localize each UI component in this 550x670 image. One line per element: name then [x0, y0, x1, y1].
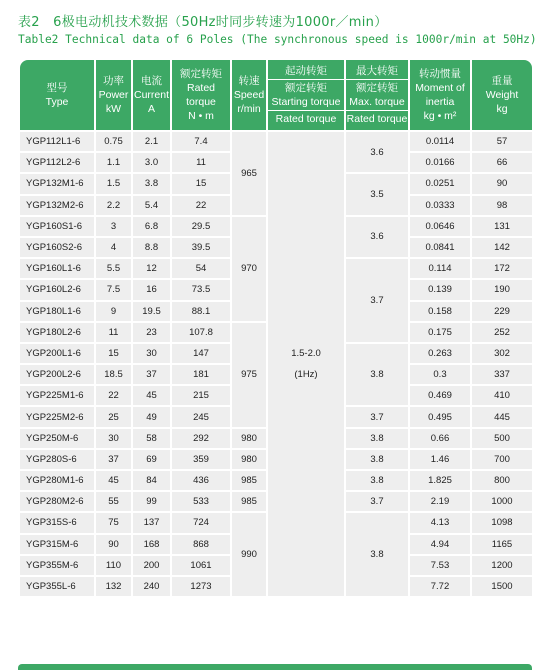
- table-title-cn: 表2 6极电动机技术数据（50Hz时同步转速为1000r／min）: [18, 15, 388, 30]
- cell-power: 0.75: [96, 132, 131, 151]
- cell-speed: 970: [232, 217, 266, 321]
- cell-max-torque: 3.8: [346, 513, 408, 596]
- cell-speed: 990: [232, 513, 266, 596]
- cell-inertia: 0.0333: [410, 196, 470, 215]
- cell-current: 137: [133, 513, 170, 532]
- cell-type: YGP180L1-6: [20, 302, 94, 321]
- cell-rated-torque: 868: [172, 535, 230, 554]
- cell-speed: 965: [232, 132, 266, 215]
- starting-torque-note: (1Hz): [294, 369, 318, 381]
- cell-weight: 131: [472, 217, 532, 236]
- cell-weight: 98: [472, 196, 532, 215]
- cell-power: 3: [96, 217, 131, 236]
- cell-current: 19.5: [133, 302, 170, 321]
- cell-weight: 66: [472, 153, 532, 172]
- cell-type: YGP112L1-6: [20, 132, 94, 151]
- cell-inertia: 0.495: [410, 407, 470, 426]
- cell-inertia: 4.13: [410, 513, 470, 532]
- cell-current: 2.1: [133, 132, 170, 151]
- cell-inertia: 4.94: [410, 535, 470, 554]
- cell-inertia: 0.0646: [410, 217, 470, 236]
- cell-rated-torque: 215: [172, 386, 230, 405]
- cell-inertia: 0.114: [410, 259, 470, 278]
- cell-inertia: 0.0251: [410, 174, 470, 193]
- cell-current: 16: [133, 280, 170, 299]
- cell-type: YGP315S-6: [20, 513, 94, 532]
- cell-max-torque: 3.6: [346, 132, 408, 172]
- cell-current: 3.0: [133, 153, 170, 172]
- cell-weight: 500: [472, 429, 532, 448]
- cell-rated-torque: 88.1: [172, 302, 230, 321]
- cell-starting-torque: [268, 132, 344, 596]
- cell-current: 37: [133, 365, 170, 384]
- cell-inertia: 0.469: [410, 386, 470, 405]
- cell-speed: 985: [232, 492, 266, 511]
- cell-current: 58: [133, 429, 170, 448]
- cell-power: 1.5: [96, 174, 131, 193]
- cell-current: 99: [133, 492, 170, 511]
- cell-type: YGP132M2-6: [20, 196, 94, 215]
- cell-current: 12: [133, 259, 170, 278]
- cell-power: 11: [96, 323, 131, 342]
- cell-rated-torque: 724: [172, 513, 230, 532]
- cell-type: YGP160L2-6: [20, 280, 94, 299]
- cell-weight: 57: [472, 132, 532, 151]
- cell-power: 1.1: [96, 153, 131, 172]
- cell-current: 84: [133, 471, 170, 490]
- cell-power: 9: [96, 302, 131, 321]
- header-max-torque: 最大转矩 额定转矩 Max. torque Rated torque: [346, 60, 408, 130]
- cell-type: YGP250M-6: [20, 429, 94, 448]
- cell-power: 4: [96, 238, 131, 257]
- cell-current: 23: [133, 323, 170, 342]
- cell-max-torque: 3.7: [346, 407, 408, 426]
- cell-current: 49: [133, 407, 170, 426]
- cell-power: 22: [96, 386, 131, 405]
- header-speed: 转速 Speed r/min: [232, 60, 266, 130]
- cell-speed: 985: [232, 471, 266, 490]
- cell-type: YGP160S2-6: [20, 238, 94, 257]
- cell-weight: 172: [472, 259, 532, 278]
- cell-inertia: 0.139: [410, 280, 470, 299]
- cell-weight: 1200: [472, 556, 532, 575]
- cell-rated-torque: 245: [172, 407, 230, 426]
- cell-weight: 700: [472, 450, 532, 469]
- cell-power: 45: [96, 471, 131, 490]
- cell-type: YGP315M-6: [20, 535, 94, 554]
- cell-rated-torque: 29.5: [172, 217, 230, 236]
- cell-max-torque: 3.8: [346, 450, 408, 469]
- cell-weight: 229: [472, 302, 532, 321]
- cell-weight: 302: [472, 344, 532, 363]
- cell-type: YGP200L2-6: [20, 365, 94, 384]
- cell-weight: 190: [472, 280, 532, 299]
- cell-power: 75: [96, 513, 131, 532]
- cell-power: 37: [96, 450, 131, 469]
- cell-rated-torque: 11: [172, 153, 230, 172]
- cell-power: 5.5: [96, 259, 131, 278]
- header-power: 功率 Power kW: [96, 60, 131, 130]
- cell-rated-torque: 292: [172, 429, 230, 448]
- cell-type: YGP200L1-6: [20, 344, 94, 363]
- cell-type: YGP225M1-6: [20, 386, 94, 405]
- cell-power: 30: [96, 429, 131, 448]
- cell-weight: 1165: [472, 535, 532, 554]
- cell-rated-torque: 1061: [172, 556, 230, 575]
- cell-speed: 980: [232, 429, 266, 448]
- cell-current: 8.8: [133, 238, 170, 257]
- cell-rated-torque: 181: [172, 365, 230, 384]
- bottom-decoration-bar: [18, 664, 532, 670]
- cell-type: YGP280S-6: [20, 450, 94, 469]
- cell-inertia: 1.825: [410, 471, 470, 490]
- cell-max-torque: 3.7: [346, 259, 408, 342]
- cell-rated-torque: 73.5: [172, 280, 230, 299]
- cell-power: 55: [96, 492, 131, 511]
- cell-speed: 975: [232, 323, 266, 427]
- cell-inertia: 0.175: [410, 323, 470, 342]
- header-inertia: 转动惯量 Moment of inertia kg • m²: [410, 60, 470, 130]
- cell-power: 2.2: [96, 196, 131, 215]
- header-weight: 重量 Weight kg: [472, 60, 532, 130]
- cell-max-torque: 3.8: [346, 344, 408, 406]
- header-type: 型号 Type: [20, 60, 94, 130]
- cell-speed: 980: [232, 450, 266, 469]
- cell-rated-torque: 533: [172, 492, 230, 511]
- cell-weight: 800: [472, 471, 532, 490]
- cell-rated-torque: 147: [172, 344, 230, 363]
- cell-weight: 1098: [472, 513, 532, 532]
- cell-weight: 90: [472, 174, 532, 193]
- cell-inertia: 1.46: [410, 450, 470, 469]
- cell-type: YGP160L1-6: [20, 259, 94, 278]
- cell-rated-torque: 15: [172, 174, 230, 193]
- cell-inertia: 0.0166: [410, 153, 470, 172]
- cell-inertia: 7.72: [410, 577, 470, 596]
- cell-max-torque: 3.6: [346, 217, 408, 257]
- cell-rated-torque: 54: [172, 259, 230, 278]
- header-starting-torque: 起动转矩 额定转矩 Starting torque Rated torque: [268, 60, 344, 130]
- cell-type: YGP180L2-6: [20, 323, 94, 342]
- cell-weight: 142: [472, 238, 532, 257]
- cell-inertia: 2.19: [410, 492, 470, 511]
- cell-weight: 252: [472, 323, 532, 342]
- cell-rated-torque: 436: [172, 471, 230, 490]
- cell-power: 7.5: [96, 280, 131, 299]
- cell-type: YGP280M2-6: [20, 492, 94, 511]
- cell-power: 15: [96, 344, 131, 363]
- cell-current: 5.4: [133, 196, 170, 215]
- cell-type: YGP132M1-6: [20, 174, 94, 193]
- cell-inertia: 0.3: [410, 365, 470, 384]
- cell-type: YGP355M-6: [20, 556, 94, 575]
- table-body: [20, 132, 532, 596]
- cell-rated-torque: 107.8: [172, 323, 230, 342]
- cell-rated-torque: 359: [172, 450, 230, 469]
- table-header: [20, 60, 532, 130]
- cell-current: 30: [133, 344, 170, 363]
- cell-power: 18.5: [96, 365, 131, 384]
- technical-data-table: [18, 58, 534, 598]
- cell-max-torque: 3.5: [346, 174, 408, 214]
- table-title-en: Table2 Technical data of 6 Poles (The synchronous speed is 1000r/min at 50Hz): [18, 33, 537, 46]
- cell-inertia: 0.158: [410, 302, 470, 321]
- cell-type: YGP160S1-6: [20, 217, 94, 236]
- cell-power: 110: [96, 556, 131, 575]
- cell-current: 6.8: [133, 217, 170, 236]
- cell-rated-torque: 39.5: [172, 238, 230, 257]
- cell-max-torque: 3.8: [346, 471, 408, 490]
- table-row: [20, 132, 532, 151]
- cell-weight: 445: [472, 407, 532, 426]
- cell-max-torque: 3.8: [346, 429, 408, 448]
- cell-inertia: 0.66: [410, 429, 470, 448]
- starting-torque-value: 1.5-2.0: [291, 348, 321, 360]
- cell-power: 25: [96, 407, 131, 426]
- cell-power: 90: [96, 535, 131, 554]
- cell-type: YGP112L2-6: [20, 153, 94, 172]
- cell-type: YGP225M2-6: [20, 407, 94, 426]
- cell-current: 3.8: [133, 174, 170, 193]
- cell-weight: 337: [472, 365, 532, 384]
- cell-current: 69: [133, 450, 170, 469]
- cell-current: 240: [133, 577, 170, 596]
- cell-rated-torque: 22: [172, 196, 230, 215]
- header-current: 电流 Current A: [133, 60, 170, 130]
- cell-type: YGP355L-6: [20, 577, 94, 596]
- cell-inertia: 0.0841: [410, 238, 470, 257]
- cell-weight: 1500: [472, 577, 532, 596]
- cell-inertia: 0.263: [410, 344, 470, 363]
- cell-current: 168: [133, 535, 170, 554]
- cell-current: 200: [133, 556, 170, 575]
- cell-inertia: 0.0114: [410, 132, 470, 151]
- cell-weight: 410: [472, 386, 532, 405]
- cell-current: 45: [133, 386, 170, 405]
- header-rated-torque: 额定转矩 Rated torque N • m: [172, 60, 230, 130]
- cell-power: 132: [96, 577, 131, 596]
- cell-rated-torque: 7.4: [172, 132, 230, 151]
- cell-max-torque: 3.7: [346, 492, 408, 511]
- cell-inertia: 7.53: [410, 556, 470, 575]
- cell-rated-torque: 1273: [172, 577, 230, 596]
- cell-weight: 1000: [472, 492, 532, 511]
- cell-type: YGP280M1-6: [20, 471, 94, 490]
